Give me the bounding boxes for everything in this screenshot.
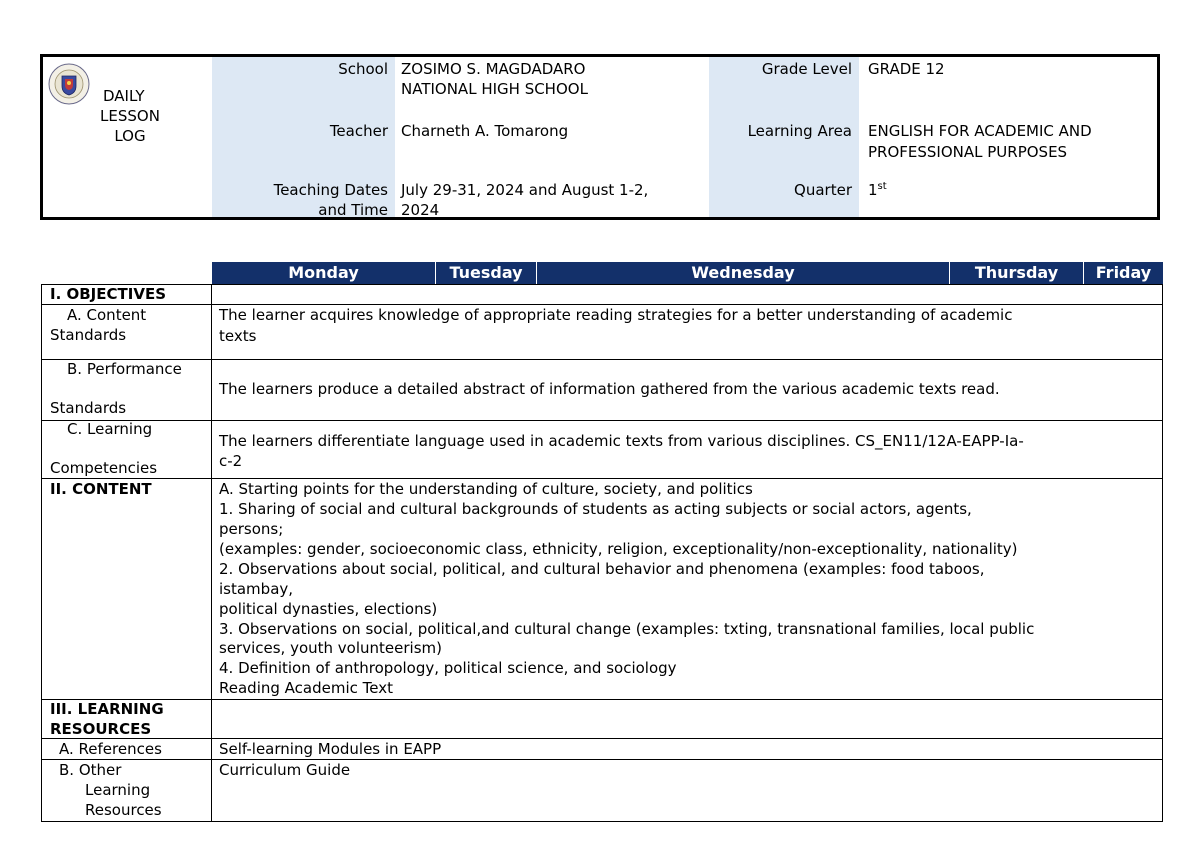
- competencies-label-line2: Competencies: [50, 459, 158, 477]
- school-value-line1: ZOSIMO S. MAGDADARO: [401, 60, 586, 78]
- competencies-text-line2: c-2: [219, 452, 243, 470]
- references-label: A. References: [59, 740, 162, 758]
- grid-line: [41, 284, 42, 822]
- teaching-dates-value-line2: 2024: [401, 201, 440, 219]
- day-header-monday: Monday: [212, 262, 435, 284]
- day-header-thursday: Thursday: [950, 262, 1083, 284]
- dll-title-line3: LOG: [114, 127, 146, 145]
- grid-line: [1162, 284, 1163, 822]
- dll-title-line2: LESSON: [100, 107, 160, 125]
- grid-line: [41, 699, 1163, 700]
- teaching-dates-label-line2: and Time: [318, 201, 388, 219]
- grid-line: [41, 821, 1163, 822]
- content-standards-label-line1: A. Content: [67, 306, 147, 324]
- grid-line: [41, 478, 1163, 479]
- day-header-wednesday: Wednesday: [537, 262, 949, 284]
- objectives-heading: I. OBJECTIVES: [50, 285, 166, 303]
- day-header-tuesday: Tuesday: [436, 262, 536, 284]
- grid-line: [211, 284, 212, 822]
- content-standards-text-line1: The learner acquires knowledge of appropriate reading strategies for a better understanding of academic: [219, 306, 1013, 324]
- references-text: Self-learning Modules in EAPP: [219, 740, 442, 758]
- competencies-label-line1: C. Learning: [67, 420, 153, 438]
- content-line: istambay,: [219, 580, 294, 598]
- grid-line: [41, 738, 1163, 739]
- grid-line: [41, 304, 1163, 305]
- school-value-line2: NATIONAL HIGH SCHOOL: [401, 80, 588, 98]
- performance-standards-label-line2: Standards: [50, 399, 127, 417]
- content-standards-text-line2: texts: [219, 327, 257, 345]
- other-resources-label-line1: B. Other: [59, 761, 122, 779]
- day-header-friday: Friday: [1084, 262, 1163, 284]
- other-resources-text: Curriculum Guide: [219, 761, 351, 779]
- content-line: services, youth volunteerism): [219, 639, 442, 657]
- content-line: 2. Observations about social, political, and cultural behavior and phenomena (examples: food taboos,: [219, 560, 985, 578]
- other-resources-label-line2: Learning: [85, 781, 151, 799]
- quarter-value: 1st: [868, 181, 887, 199]
- school-label: School: [338, 60, 388, 78]
- content-line: Reading Academic Text: [219, 679, 393, 697]
- teacher-label: Teacher: [329, 122, 388, 140]
- competencies-text-line1: The learners differentiate language used in academic texts from various disciplines. CS_EN11/12A-EAPP-Ia-: [219, 432, 1024, 450]
- learning-area-value-line2: PROFESSIONAL PURPOSES: [868, 143, 1068, 161]
- teaching-dates-value-line1: July 29-31, 2024 and August 1-2,: [401, 181, 649, 199]
- content-line: persons;: [219, 520, 284, 538]
- resources-heading-line1: III. LEARNING: [50, 700, 164, 718]
- performance-standards-label-line1: B. Performance: [67, 360, 182, 378]
- quarter-label: Quarter: [794, 181, 852, 199]
- other-resources-label-line3: Resources: [85, 801, 162, 819]
- resources-heading-line2: RESOURCES: [50, 720, 152, 738]
- learning-area-label: Learning Area: [747, 122, 852, 140]
- learning-area-value-line1: ENGLISH FOR ACADEMIC AND: [868, 122, 1092, 140]
- grid-line: [41, 420, 1163, 421]
- grid-line: [41, 284, 1163, 285]
- grid-line: [41, 359, 1163, 360]
- grade-level-label: Grade Level: [761, 60, 852, 78]
- content-line: 4. Definition of anthropology, political science, and sociology: [219, 659, 677, 677]
- dll-title-line1: DAILY: [103, 87, 145, 105]
- content-heading: II. CONTENT: [50, 480, 152, 498]
- lesson-table: [41, 262, 1163, 822]
- header-box: [40, 54, 1160, 220]
- grade-level-value: GRADE 12: [868, 60, 945, 78]
- deped-seal-logo: [48, 63, 90, 105]
- grid-line: [41, 759, 1163, 760]
- content-line: A. Starting points for the understanding of culture, society, and politics: [219, 480, 753, 498]
- teaching-dates-label-line1: Teaching Dates: [273, 181, 388, 199]
- performance-standards-text: The learners produce a detailed abstract of information gathered from the various academic texts read.: [219, 380, 1000, 398]
- content-line: 3. Observations on social, political,and cultural change (examples: txting, transnational families, local public: [219, 620, 1035, 638]
- content-line: (examples: gender, socioeconomic class, ethnicity, religion, exceptionality/non-exceptionality, nationality): [219, 540, 1018, 558]
- content-line: political dynasties, elections): [219, 600, 438, 618]
- quarter-ordinal: st: [877, 181, 887, 192]
- content-standards-label-line2: Standards: [50, 326, 127, 344]
- content-line: 1. Sharing of social and cultural backgrounds of students as acting subjects or social actors, agents,: [219, 500, 972, 518]
- teacher-value: Charneth A. Tomarong: [401, 122, 569, 140]
